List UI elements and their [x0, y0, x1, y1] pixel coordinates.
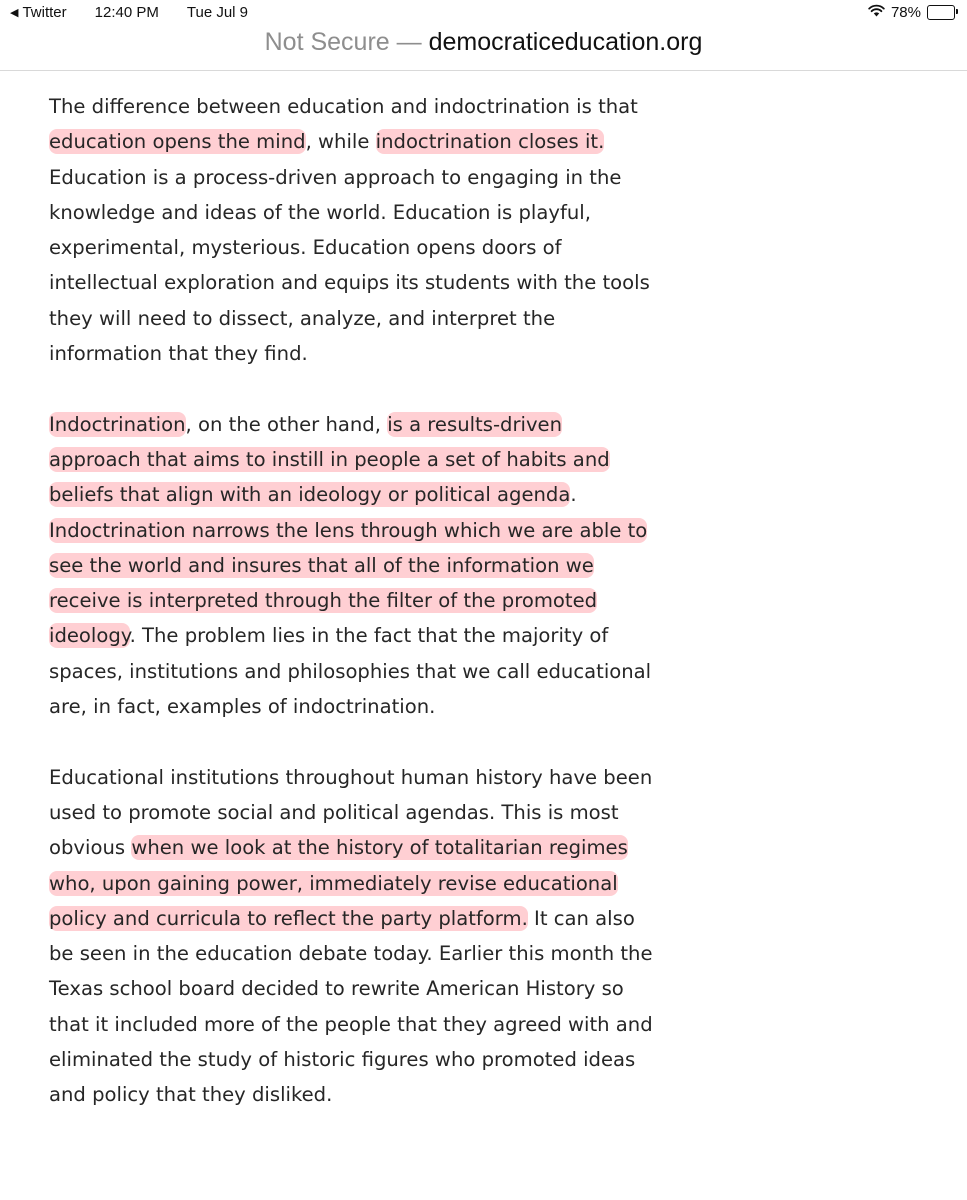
- article-paragraph: [49, 760, 659, 1113]
- text-run: , while: [305, 130, 376, 154]
- text-run: Educational institutions throughout human history have been used to promote social and political agendas. This is most obvious: [49, 765, 653, 860]
- highlighted-text: is a results-driven approach that aims to instill in people a set of habits and beliefs that align with an ideology or political agenda: [49, 412, 610, 507]
- status-date: Tue Jul 9: [186, 4, 249, 21]
- battery-icon: [927, 5, 955, 20]
- highlighted-text: Indoctrination narrows the lens through which we are able to see the world and insures that all of the information we receive is interpreted through the filter of the promoted ideology: [49, 518, 648, 648]
- address-separator: —: [396, 28, 422, 56]
- text-run: The difference between education and indoctrination is that: [49, 95, 638, 118]
- text-run: .: [570, 483, 577, 507]
- back-triangle-icon[interactable]: ◀: [10, 7, 19, 19]
- article-paragraph: [49, 407, 659, 725]
- status-right: [868, 4, 955, 21]
- toolbar-divider: [0, 70, 967, 71]
- battery-percent: 78%: [890, 4, 921, 21]
- text-run: , on the other hand,: [185, 412, 388, 436]
- text-run: Education is a process-driven approach to engaging in the knowledge and ideas of the world. Education is playful, experimental, mysterious. Education opens doors of intellectual exploration and equips its students with the tools they will need to dissect, analyze, and interpret the information that they find.: [49, 165, 650, 366]
- text-run: . The problem lies in the fact that the majority of spaces, institutions and philosophies that we call educational are, in fact, examples of indoctrination.: [49, 624, 652, 719]
- text-run: It can also be seen in the education debate today. Earlier this month the Texas school board decided to rewrite American History so that it included more of the people that they agreed with and eliminated the study of historic figures who promoted ideas and policy that they disliked.: [49, 906, 653, 1107]
- back-to-app-label[interactable]: Twitter: [22, 4, 67, 21]
- wifi-icon: [868, 4, 885, 21]
- highlighted-text: education opens the mind: [49, 130, 306, 154]
- security-label: Not Secure: [264, 28, 390, 56]
- address-bar[interactable]: [0, 22, 967, 62]
- highlighted-text: Indoctrination: [49, 412, 186, 436]
- article-body: [49, 89, 659, 1148]
- domain-label: democraticeducation.org: [428, 28, 703, 56]
- article-paragraph: [49, 89, 659, 371]
- highlighted-text: indoctrination closes it.: [375, 130, 605, 154]
- status-time: 12:40 PM: [94, 4, 159, 21]
- highlighted-text: when we look at the history of totalitarian regimes who, upon gaining power, immediately revise educational policy and curricula to reflect the party platform.: [49, 836, 628, 930]
- status-left: [10, 4, 248, 21]
